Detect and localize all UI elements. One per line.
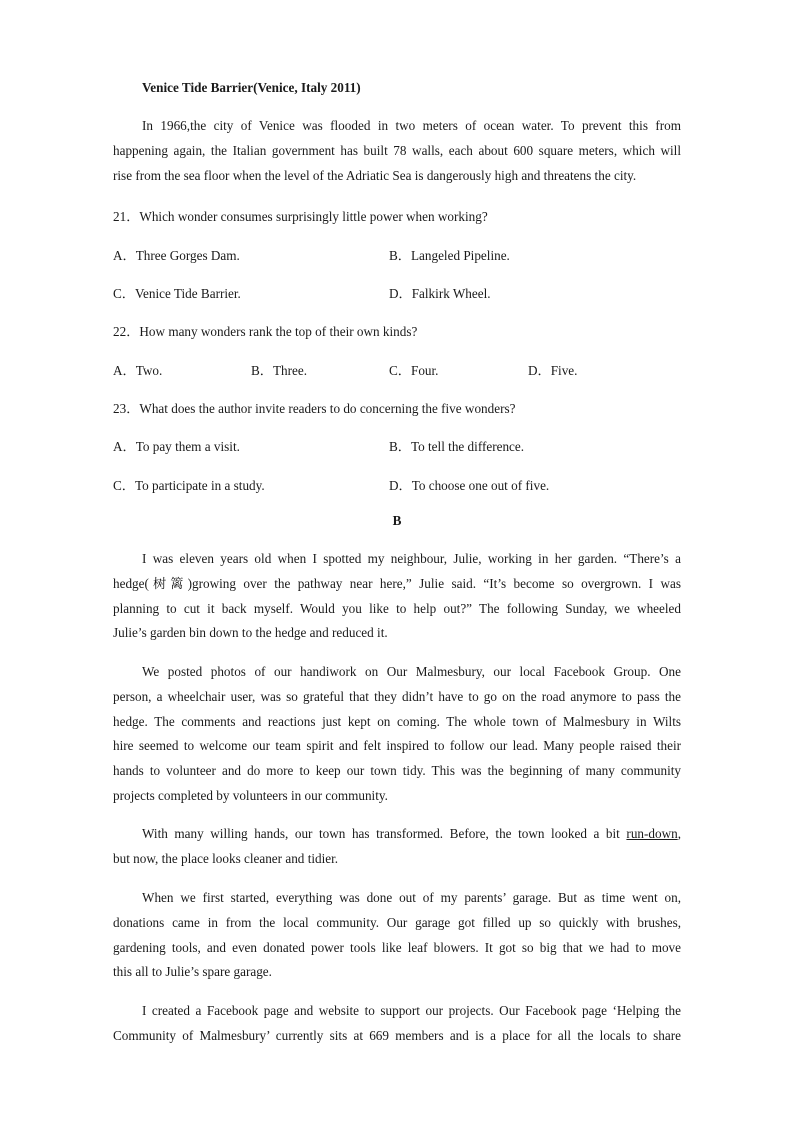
- paragraph-text: With many willing hands, our town has transformed. Before, the town looked a bit: [142, 826, 620, 841]
- paragraph-line: Julie’s garden bin down to the hedge and reduced it.: [113, 625, 388, 641]
- q21-option-b: B．Langeled Pipeline.: [389, 248, 510, 263]
- q23-option-a: A．To pay them a visit.: [113, 439, 240, 454]
- paragraph-line: rise from the sea floor when the level of the Adriatic Sea is dangerously high and threatens the city.: [113, 167, 637, 183]
- passage-title: Venice Tide Barrier(Venice, Italy 2011): [142, 80, 361, 95]
- paragraph-line: hedge(树篱)growing over the pathway near here,” Julie said. “It’s become so overgrown. I was: [113, 575, 681, 591]
- section-heading: B: [392, 513, 402, 528]
- paragraph-line: hedge. The comments and reactions just kept on coming. The whole town of Malmesbury in Wilts: [113, 713, 681, 729]
- question-23: 23．What does the author invite readers to do concerning the five wonders?: [113, 401, 516, 416]
- passage-b-paragraph-5: [113, 999, 681, 1049]
- question-22: 22．How many wonders rank the top of their own kinds?: [113, 324, 418, 339]
- question-21: 21．Which wonder consumes surprisingly little power when working?: [113, 209, 488, 224]
- q22-option-d: D．Five.: [528, 363, 578, 378]
- q23-option-d: D．To choose one out of five.: [389, 478, 550, 493]
- paragraph-line: I was eleven years old when I spotted my neighbour, Julie, working in her garden. “There’s a: [142, 551, 681, 566]
- paragraph-line: In 1966,the city of Venice was flooded in two meters of ocean water. To prevent this from: [142, 118, 681, 133]
- passage-b-paragraph-3: [113, 822, 681, 872]
- paragraph-line: gardening tools, and even donated power tools like leaf blowers. It got so big that we had to move: [113, 939, 681, 955]
- venice-paragraph: [113, 114, 681, 188]
- paragraph-line: planning to cut it back myself. Would you like to help out?” The following Sunday, we wheeled: [113, 600, 681, 616]
- paragraph-line: happening again, the Italian government has built 78 walls, each about 600 square meters, which will: [113, 142, 681, 158]
- paragraph-line: [113, 822, 681, 847]
- underlined-phrase: run-down: [626, 826, 678, 841]
- passage-b-paragraph-1: [113, 547, 681, 646]
- q22-option-a: A．Two.: [113, 363, 163, 378]
- q21-option-d: D．Falkirk Wheel.: [389, 286, 491, 301]
- paragraph-line: person, a wheelchair user, was so grateful that they didn’t have to go on the road anymore to pass the: [113, 688, 681, 704]
- paragraph-line: hands to volunteer and do more to keep our town tidy. This was the beginning of many community: [113, 763, 681, 779]
- passage-b-paragraph-4: [113, 886, 681, 985]
- paragraph-line: projects completed by volunteers in our community.: [113, 787, 388, 803]
- paragraph-line: We posted photos of our handiwork on Our Malmesbury, our local Facebook Group. One: [142, 664, 681, 679]
- paragraph-text: ,: [677, 826, 681, 841]
- paragraph-line: Community of Malmesbury’ currently sits at 669 members and is a place for all the locals to share: [113, 1027, 681, 1043]
- paragraph-line: this all to Julie’s spare garage.: [113, 964, 272, 980]
- q21-option-c: C．Venice Tide Barrier.: [113, 286, 241, 301]
- q21-option-a: A．Three Gorges Dam.: [113, 248, 240, 263]
- q23-option-b: B．To tell the difference.: [389, 439, 525, 454]
- paragraph-line: donations came in from the local community. Our garage got filled up so quickly with brushes,: [113, 914, 681, 930]
- q22-option-b: B．Three.: [251, 363, 308, 378]
- paragraph-line: but now, the place looks cleaner and tidier.: [113, 850, 339, 866]
- paragraph-line: When we first started, everything was done out of my parents’ garage. But as time went on,: [142, 890, 681, 905]
- passage-b-paragraph-2: [113, 660, 681, 809]
- paragraph-line: hire seemed to welcome our team spirit and felt inspired to follow our lead. Many people raised their: [113, 738, 681, 754]
- paragraph-line: I created a Facebook page and website to support our projects. Our Facebook page ‘Helping the: [142, 1003, 681, 1018]
- q22-option-c: C．Four.: [389, 363, 439, 378]
- q23-option-c: C．To participate in a study.: [113, 478, 265, 493]
